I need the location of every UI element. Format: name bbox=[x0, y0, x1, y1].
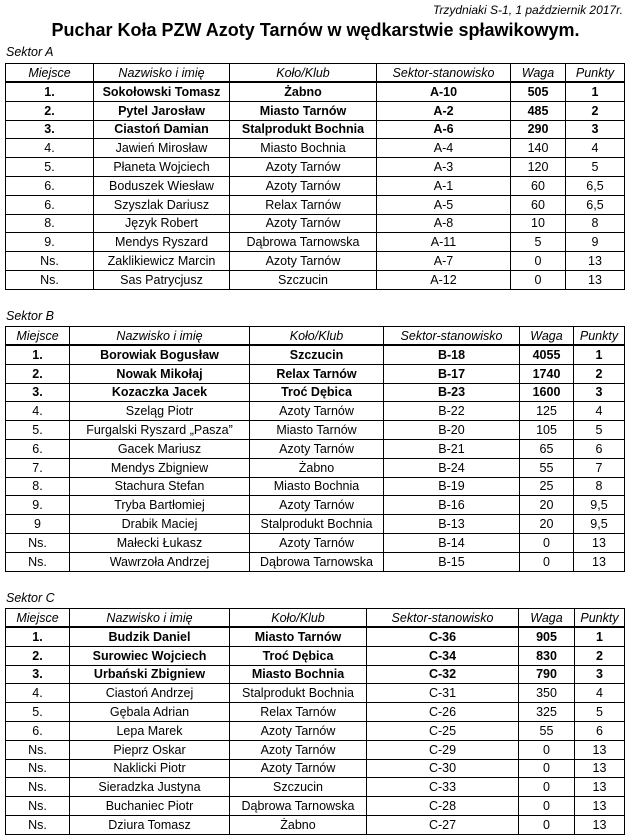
cell-position: C-31 bbox=[367, 684, 519, 703]
cell-points: 6,5 bbox=[566, 176, 625, 195]
cell-club: Azoty Tarnów bbox=[230, 759, 367, 778]
cell-points: 9 bbox=[566, 233, 625, 252]
cell-weight: 905 bbox=[519, 627, 575, 646]
table-row bbox=[6, 214, 625, 233]
cell-club: Azoty Tarnów bbox=[230, 176, 377, 195]
cell-position: A-4 bbox=[377, 139, 511, 158]
column-header-weight: Waga bbox=[520, 327, 574, 346]
cell-name: Dziura Tomasz bbox=[70, 815, 230, 834]
cell-position: B-24 bbox=[384, 458, 520, 477]
cell-weight: 55 bbox=[520, 458, 574, 477]
cell-club: Azoty Tarnów bbox=[230, 252, 377, 271]
cell-weight: 20 bbox=[520, 496, 574, 515]
column-header-weight: Waga bbox=[511, 64, 566, 83]
cell-weight: 505 bbox=[511, 82, 566, 101]
cell-name: Nowak Mikołaj bbox=[70, 364, 250, 383]
cell-place: 1. bbox=[6, 345, 70, 364]
cell-weight: 4055 bbox=[520, 345, 574, 364]
cell-points: 3 bbox=[575, 665, 625, 684]
table-row bbox=[6, 139, 625, 158]
cell-position: A-7 bbox=[377, 252, 511, 271]
cell-weight: 0 bbox=[511, 252, 566, 271]
cell-position: A-3 bbox=[377, 158, 511, 177]
cell-weight: 65 bbox=[520, 439, 574, 458]
cell-weight: 0 bbox=[520, 533, 574, 552]
column-header-position: Sektor-stanowisko bbox=[377, 64, 511, 83]
cell-place: 5. bbox=[6, 158, 94, 177]
cell-club: Azoty Tarnów bbox=[230, 214, 377, 233]
cell-club: Miasto Bochnia bbox=[230, 139, 377, 158]
page-title: Puchar Koła PZW Azoty Tarnów w wędkarstwie spławikowym. bbox=[51, 20, 580, 40]
sector-b-label: Sektor B bbox=[6, 309, 54, 323]
cell-name: Sieradzka Justyna bbox=[70, 778, 230, 797]
cell-name: Furgalski Ryszard „Pasza” bbox=[70, 421, 250, 440]
cell-name: Ciastoń Andrzej bbox=[70, 684, 230, 703]
column-header-name: Nazwisko i imię bbox=[94, 64, 230, 83]
column-header-weight: Waga bbox=[519, 609, 575, 628]
sector-a-label: Sektor A bbox=[6, 45, 54, 59]
cell-weight: 0 bbox=[519, 740, 575, 759]
cell-club: Stalprodukt Bochnia bbox=[230, 120, 377, 139]
cell-position: C-33 bbox=[367, 778, 519, 797]
cell-club: Azoty Tarnów bbox=[250, 439, 384, 458]
cell-points: 3 bbox=[566, 120, 625, 139]
cell-points: 5 bbox=[566, 158, 625, 177]
cell-position: C-27 bbox=[367, 815, 519, 834]
cell-position: C-26 bbox=[367, 703, 519, 722]
table-row bbox=[6, 270, 625, 289]
cell-club: Miasto Bochnia bbox=[250, 477, 384, 496]
cell-place: 4. bbox=[6, 402, 70, 421]
cell-weight: 0 bbox=[519, 778, 575, 797]
table-row bbox=[6, 421, 625, 440]
cell-place: Ns. bbox=[6, 270, 94, 289]
cell-name: Buchaniec Piotr bbox=[70, 797, 230, 816]
table-row bbox=[6, 82, 625, 101]
cell-club: Stalprodukt Bochnia bbox=[250, 515, 384, 534]
cell-points: 8 bbox=[566, 214, 625, 233]
cell-position: C-34 bbox=[367, 646, 519, 665]
cell-weight: 1600 bbox=[520, 383, 574, 402]
cell-name: Stachura Stefan bbox=[70, 477, 250, 496]
cell-position: A-6 bbox=[377, 120, 511, 139]
cell-position: B-13 bbox=[384, 515, 520, 534]
cell-position: A-2 bbox=[377, 101, 511, 120]
table-row bbox=[6, 158, 625, 177]
cell-points: 13 bbox=[575, 759, 625, 778]
cell-points: 4 bbox=[566, 139, 625, 158]
cell-weight: 60 bbox=[511, 195, 566, 214]
cell-weight: 0 bbox=[519, 759, 575, 778]
cell-club: Azoty Tarnów bbox=[250, 533, 384, 552]
column-header-points: Punkty bbox=[574, 327, 625, 346]
cell-position: A-8 bbox=[377, 214, 511, 233]
column-header-position: Sektor-stanowisko bbox=[367, 609, 519, 628]
cell-club: Miasto Tarnów bbox=[230, 627, 367, 646]
column-header-place: Miejsce bbox=[6, 64, 94, 83]
cell-points: 4 bbox=[575, 684, 625, 703]
cell-place: 6. bbox=[6, 176, 94, 195]
cell-club: Azoty Tarnów bbox=[230, 721, 367, 740]
cell-points: 1 bbox=[574, 345, 625, 364]
header-row bbox=[6, 609, 625, 628]
cell-place: 3. bbox=[6, 665, 70, 684]
cell-points: 2 bbox=[575, 646, 625, 665]
cell-position: B-17 bbox=[384, 364, 520, 383]
header-row bbox=[6, 327, 625, 346]
cell-points: 6 bbox=[575, 721, 625, 740]
table-row bbox=[6, 627, 625, 646]
column-header-name: Nazwisko i imię bbox=[70, 609, 230, 628]
column-header-club: Koło/Klub bbox=[230, 609, 367, 628]
table-row bbox=[6, 646, 625, 665]
cell-position: B-20 bbox=[384, 421, 520, 440]
cell-weight: 25 bbox=[520, 477, 574, 496]
cell-club: Żabno bbox=[230, 815, 367, 834]
cell-place: Ns. bbox=[6, 797, 70, 816]
cell-club: Relax Tarnów bbox=[250, 364, 384, 383]
cell-name: Szyszlak Dariusz bbox=[94, 195, 230, 214]
sector-a-table bbox=[5, 63, 625, 290]
sector-b-table bbox=[5, 326, 625, 572]
cell-name: Sas Patrycjusz bbox=[94, 270, 230, 289]
cell-place: 7. bbox=[6, 458, 70, 477]
cell-club: Azoty Tarnów bbox=[230, 158, 377, 177]
cell-points: 13 bbox=[575, 778, 625, 797]
cell-name: Boduszek Wiesław bbox=[94, 176, 230, 195]
cell-club: Żabno bbox=[230, 82, 377, 101]
cell-weight: 325 bbox=[519, 703, 575, 722]
cell-club: Azoty Tarnów bbox=[250, 496, 384, 515]
cell-club: Szczucin bbox=[230, 270, 377, 289]
table-row bbox=[6, 176, 625, 195]
cell-club: Stalprodukt Bochnia bbox=[230, 684, 367, 703]
table-row bbox=[6, 665, 625, 684]
cell-weight: 485 bbox=[511, 101, 566, 120]
table-row bbox=[6, 759, 625, 778]
cell-club: Relax Tarnów bbox=[230, 703, 367, 722]
cell-club: Troć Dębica bbox=[250, 383, 384, 402]
cell-club: Dąbrowa Tarnowska bbox=[230, 797, 367, 816]
cell-weight: 60 bbox=[511, 176, 566, 195]
cell-weight: 0 bbox=[511, 270, 566, 289]
cell-points: 9,5 bbox=[574, 515, 625, 534]
cell-club: Dąbrowa Tarnowska bbox=[230, 233, 377, 252]
cell-points: 7 bbox=[574, 458, 625, 477]
cell-points: 9,5 bbox=[574, 496, 625, 515]
cell-club: Dąbrowa Tarnowska bbox=[250, 552, 384, 571]
column-header-place: Miejsce bbox=[6, 327, 70, 346]
cell-place: 5. bbox=[6, 703, 70, 722]
cell-points: 13 bbox=[575, 740, 625, 759]
column-header-name: Nazwisko i imię bbox=[70, 327, 250, 346]
cell-points: 4 bbox=[574, 402, 625, 421]
cell-points: 1 bbox=[575, 627, 625, 646]
cell-points: 6,5 bbox=[566, 195, 625, 214]
cell-position: B-23 bbox=[384, 383, 520, 402]
cell-place: Ns. bbox=[6, 759, 70, 778]
cell-points: 13 bbox=[575, 797, 625, 816]
cell-name: Tryba Bartłomiej bbox=[70, 496, 250, 515]
table-row bbox=[6, 233, 625, 252]
table-row bbox=[6, 684, 625, 703]
table-row bbox=[6, 101, 625, 120]
cell-name: Surowiec Wojciech bbox=[70, 646, 230, 665]
cell-club: Miasto Bochnia bbox=[230, 665, 367, 684]
cell-position: C-36 bbox=[367, 627, 519, 646]
cell-weight: 140 bbox=[511, 139, 566, 158]
cell-weight: 830 bbox=[519, 646, 575, 665]
cell-points: 3 bbox=[574, 383, 625, 402]
cell-position: B-15 bbox=[384, 552, 520, 571]
cell-name: Gębala Adrian bbox=[70, 703, 230, 722]
cell-position: C-32 bbox=[367, 665, 519, 684]
cell-place: 1. bbox=[6, 82, 94, 101]
cell-name: Wawrzoła Andrzej bbox=[70, 552, 250, 571]
cell-weight: 20 bbox=[520, 515, 574, 534]
table-row bbox=[6, 496, 625, 515]
cell-weight: 5 bbox=[511, 233, 566, 252]
cell-club: Żabno bbox=[250, 458, 384, 477]
cell-weight: 0 bbox=[520, 552, 574, 571]
cell-points: 1 bbox=[566, 82, 625, 101]
cell-place: Ns. bbox=[6, 815, 70, 834]
cell-position: A-1 bbox=[377, 176, 511, 195]
cell-place: 6. bbox=[6, 721, 70, 740]
cell-place: Ns. bbox=[6, 252, 94, 271]
table-row bbox=[6, 552, 625, 571]
cell-points: 2 bbox=[574, 364, 625, 383]
cell-club: Azoty Tarnów bbox=[230, 740, 367, 759]
cell-place: 8. bbox=[6, 214, 94, 233]
column-header-place: Miejsce bbox=[6, 609, 70, 628]
table-row bbox=[6, 533, 625, 552]
column-header-points: Punkty bbox=[566, 64, 625, 83]
cell-place: 2. bbox=[6, 646, 70, 665]
table-row bbox=[6, 778, 625, 797]
cell-points: 13 bbox=[574, 552, 625, 571]
cell-position: A-5 bbox=[377, 195, 511, 214]
table-row bbox=[6, 815, 625, 834]
cell-position: B-21 bbox=[384, 439, 520, 458]
header-row bbox=[6, 64, 625, 83]
table-row bbox=[6, 515, 625, 534]
cell-club: Miasto Tarnów bbox=[250, 421, 384, 440]
cell-position: B-14 bbox=[384, 533, 520, 552]
cell-name: Gacek Mariusz bbox=[70, 439, 250, 458]
cell-place: Ns. bbox=[6, 778, 70, 797]
table-row bbox=[6, 797, 625, 816]
cell-name: Sokołowski Tomasz bbox=[94, 82, 230, 101]
cell-points: 13 bbox=[566, 252, 625, 271]
cell-place: 4. bbox=[6, 684, 70, 703]
cell-place: Ns. bbox=[6, 740, 70, 759]
cell-name: Lepa Marek bbox=[70, 721, 230, 740]
cell-place: 2. bbox=[6, 101, 94, 120]
cell-position: B-22 bbox=[384, 402, 520, 421]
cell-weight: 790 bbox=[519, 665, 575, 684]
table-row bbox=[6, 458, 625, 477]
table-row bbox=[6, 364, 625, 383]
table-row bbox=[6, 721, 625, 740]
cell-name: Płaneta Wojciech bbox=[94, 158, 230, 177]
cell-points: 8 bbox=[574, 477, 625, 496]
cell-points: 6 bbox=[574, 439, 625, 458]
cell-position: C-25 bbox=[367, 721, 519, 740]
cell-position: B-16 bbox=[384, 496, 520, 515]
table-row bbox=[6, 195, 625, 214]
cell-club: Szczucin bbox=[250, 345, 384, 364]
table-row bbox=[6, 402, 625, 421]
cell-position: A-10 bbox=[377, 82, 511, 101]
cell-points: 13 bbox=[566, 270, 625, 289]
cell-weight: 350 bbox=[519, 684, 575, 703]
cell-position: A-12 bbox=[377, 270, 511, 289]
cell-place: 4. bbox=[6, 139, 94, 158]
table-row bbox=[6, 477, 625, 496]
cell-weight: 10 bbox=[511, 214, 566, 233]
table-row bbox=[6, 703, 625, 722]
cell-weight: 125 bbox=[520, 402, 574, 421]
cell-place: 9. bbox=[6, 496, 70, 515]
sector-c-table bbox=[5, 608, 625, 835]
cell-position: B-18 bbox=[384, 345, 520, 364]
cell-place: 3. bbox=[6, 383, 70, 402]
cell-points: 2 bbox=[566, 101, 625, 120]
cell-name: Budzik Daniel bbox=[70, 627, 230, 646]
cell-name: Jawień Mirosław bbox=[94, 139, 230, 158]
column-header-club: Koło/Klub bbox=[250, 327, 384, 346]
cell-name: Ciastoń Damian bbox=[94, 120, 230, 139]
cell-points: 13 bbox=[575, 815, 625, 834]
cell-weight: 290 bbox=[511, 120, 566, 139]
cell-position: A-11 bbox=[377, 233, 511, 252]
cell-name: Zaklikiewicz Marcin bbox=[94, 252, 230, 271]
cell-name: Pieprz Oskar bbox=[70, 740, 230, 759]
cell-place: 1. bbox=[6, 627, 70, 646]
cell-name: Borowiak Bogusław bbox=[70, 345, 250, 364]
cell-club: Azoty Tarnów bbox=[250, 402, 384, 421]
cell-place: 6. bbox=[6, 439, 70, 458]
cell-name: Język Robert bbox=[94, 214, 230, 233]
cell-position: C-30 bbox=[367, 759, 519, 778]
cell-name: Kozaczka Jacek bbox=[70, 383, 250, 402]
cell-weight: 0 bbox=[519, 815, 575, 834]
cell-weight: 1740 bbox=[520, 364, 574, 383]
cell-place: 2. bbox=[6, 364, 70, 383]
table-row bbox=[6, 120, 625, 139]
table-row bbox=[6, 439, 625, 458]
cell-name: Urbański Zbigniew bbox=[70, 665, 230, 684]
cell-name: Naklicki Piotr bbox=[70, 759, 230, 778]
cell-weight: 0 bbox=[519, 797, 575, 816]
column-header-position: Sektor-stanowisko bbox=[384, 327, 520, 346]
cell-name: Drabik Maciej bbox=[70, 515, 250, 534]
cell-name: Małecki Łukasz bbox=[70, 533, 250, 552]
cell-points: 5 bbox=[575, 703, 625, 722]
cell-weight: 120 bbox=[511, 158, 566, 177]
cell-place: 9. bbox=[6, 233, 94, 252]
table-row bbox=[6, 345, 625, 364]
cell-club: Miasto Tarnów bbox=[230, 101, 377, 120]
cell-place: 8. bbox=[6, 477, 70, 496]
cell-place: 5. bbox=[6, 421, 70, 440]
table-row bbox=[6, 740, 625, 759]
cell-club: Troć Dębica bbox=[230, 646, 367, 665]
cell-points: 5 bbox=[574, 421, 625, 440]
sector-c-label: Sektor C bbox=[6, 591, 55, 605]
cell-club: Szczucin bbox=[230, 778, 367, 797]
cell-weight: 105 bbox=[520, 421, 574, 440]
cell-place: Ns. bbox=[6, 552, 70, 571]
cell-name: Pytel Jarosław bbox=[94, 101, 230, 120]
table-row bbox=[6, 252, 625, 271]
cell-position: C-29 bbox=[367, 740, 519, 759]
event-date-location: Trzydniaki S-1, 1 październik 2017r. bbox=[432, 3, 623, 17]
table-row bbox=[6, 383, 625, 402]
cell-place: 9 bbox=[6, 515, 70, 534]
column-header-club: Koło/Klub bbox=[230, 64, 377, 83]
cell-name: Mendys Ryszard bbox=[94, 233, 230, 252]
cell-place: 3. bbox=[6, 120, 94, 139]
column-header-points: Punkty bbox=[575, 609, 625, 628]
cell-position: B-19 bbox=[384, 477, 520, 496]
cell-name: Mendys Zbigniew bbox=[70, 458, 250, 477]
cell-weight: 55 bbox=[519, 721, 575, 740]
cell-club: Relax Tarnów bbox=[230, 195, 377, 214]
cell-place: 6. bbox=[6, 195, 94, 214]
cell-place: Ns. bbox=[6, 533, 70, 552]
cell-position: C-28 bbox=[367, 797, 519, 816]
cell-name: Szeląg Piotr bbox=[70, 402, 250, 421]
cell-points: 13 bbox=[574, 533, 625, 552]
